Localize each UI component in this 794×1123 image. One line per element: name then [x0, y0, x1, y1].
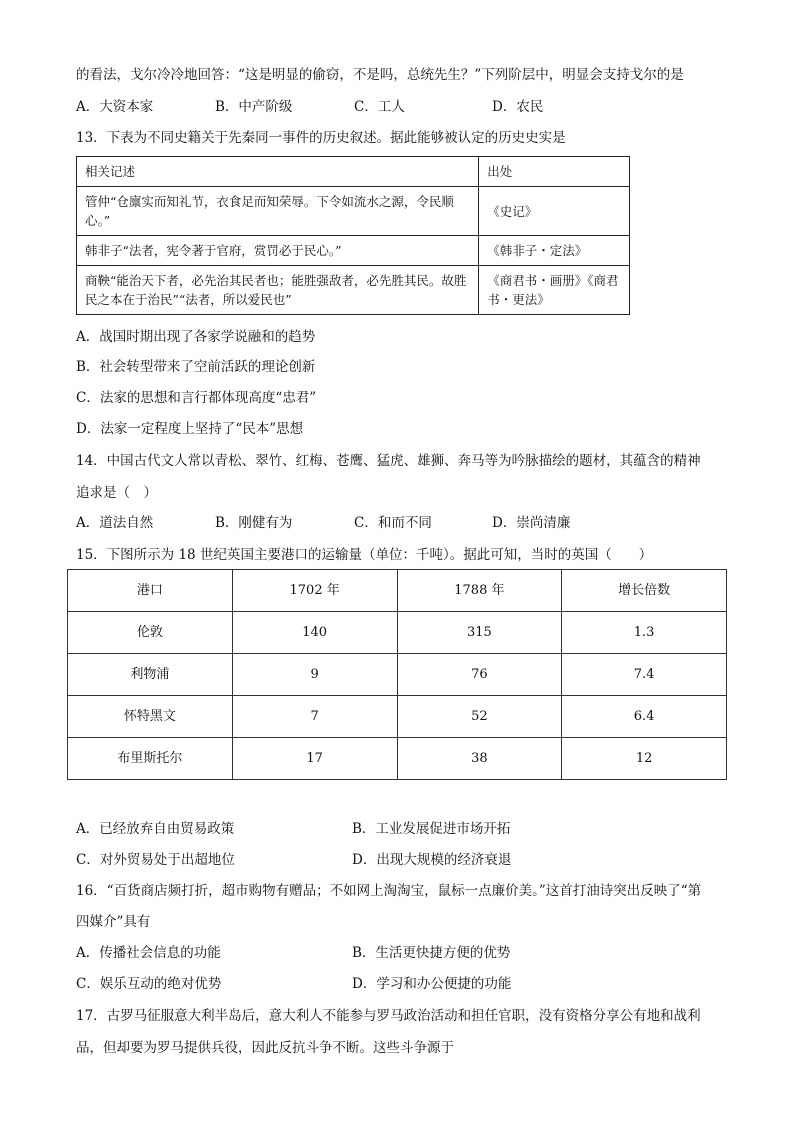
table-cell: 《史记》 — [479, 187, 630, 236]
q13-option-c: C．法家的思想和言行都体现高度“忠君” — [76, 390, 317, 406]
q16-option-d: D．学习和办公便捷的功能 — [352, 976, 512, 992]
table-cell: 140 — [232, 612, 397, 654]
table-cell: 商鞅“能治天下者，必先治其民者也；能胜强敌者，必先胜其民。故胜民之本在于治民”“法者，所以爱民也” — [77, 266, 479, 315]
q13-option-a: A．战国时期出现了各家学说融和的趋势 — [76, 329, 316, 345]
q14-stem-line2: 追求是（ ） — [76, 485, 157, 501]
q15-option-a: A．已经放弃自由贸易政策 — [76, 821, 235, 837]
table-cell: 12 — [562, 738, 727, 780]
q14-option-d: D．崇尚清廉 — [492, 515, 571, 531]
q15-option-d: D．出现大规模的经济衰退 — [352, 852, 512, 868]
q13-table — [76, 156, 630, 315]
q16-option-b: B．生活更快捷方便的优势 — [352, 945, 511, 961]
q17-stem-line1: 17．古罗马征服意大利半岛后，意大利人不能参与罗马政治活动和担任官职，没有资格分享公有地和战利 — [76, 1008, 701, 1024]
table-row — [77, 236, 630, 266]
table-row — [68, 738, 727, 780]
table-cell: 布里斯托尔 — [68, 738, 233, 780]
q15-stem: 15．下图所示为 18 世纪英国主要港口的运输量（单位：千吨）。据此可知，当时的英国（ ） — [76, 547, 653, 563]
table-cell: 伦敦 — [68, 612, 233, 654]
q12-stem-tail: 的看法，戈尔冷冷地回答：“这是明显的偷窃，不是吗，总统先生？”下列阶层中，明显会支持戈尔的是 — [76, 67, 684, 83]
table-cell: 《韩非子・定法》 — [479, 236, 630, 266]
table-row — [77, 266, 630, 315]
q16-option-c: C．娱乐互动的绝对优势 — [76, 976, 222, 992]
table-row — [68, 612, 727, 654]
table-cell: 52 — [397, 696, 562, 738]
table-cell: 利物浦 — [68, 654, 233, 696]
q13-option-d: D．法家一定程度上坚持了“民本”思想 — [76, 421, 304, 437]
q16-option-a: A．传播社会信息的功能 — [76, 945, 221, 961]
table-row — [68, 654, 727, 696]
q14-option-c: C．和而不同 — [354, 515, 432, 531]
q16-stem-line2: 四媒介”具有 — [76, 914, 151, 930]
q14-option-a: A．道法自然 — [76, 515, 154, 531]
q15-port-table — [67, 569, 727, 780]
q14-stem-line1: 14．中国古代文人常以青松、翠竹、红梅、苍鹰、猛虎、雄狮、奔马等为吟脉描绘的题材，其蕴含的精神 — [76, 453, 701, 469]
table-header-cell: 增长倍数 — [562, 570, 727, 612]
table-cell: 38 — [397, 738, 562, 780]
q12-option-c: C．工人 — [354, 99, 405, 115]
table-header-cell: 1788 年 — [397, 570, 562, 612]
table-header-cell: 相关记述 — [77, 157, 479, 187]
table-cell: 9 — [232, 654, 397, 696]
table-header-cell: 港口 — [68, 570, 233, 612]
table-cell: 韩非子“法者，宪令著于官府，赏罚必于民心。” — [77, 236, 479, 266]
table-cell: 17 — [232, 738, 397, 780]
table-cell: 管仲“仓廪实而知礼节，衣食足而知荣辱。下令如流水之源，令民顺心。” — [77, 187, 479, 236]
table-cell: 7 — [232, 696, 397, 738]
q13-stem: 13．下表为不同史籍关于先秦同一事件的历史叙述。据此能够被认定的历史史实是 — [76, 130, 566, 146]
table-cell: 《商君书・画册》《商君书・更法》 — [479, 266, 630, 315]
table-cell: 76 — [397, 654, 562, 696]
table-header-row — [77, 157, 630, 187]
table-cell: 7.4 — [562, 654, 727, 696]
q12-option-a: A．大资本家 — [76, 99, 154, 115]
q17-stem-line2: 品，但却要为罗马提供兵役，因此反抗斗争不断。这些斗争源于 — [76, 1040, 454, 1056]
q16-stem-line1: 16．“百货商店频打折，超市购物有赠品；不如网上淘淘宝，鼠标一点廉价美。”这首打油诗突出反映了“第 — [76, 883, 702, 899]
table-cell: 6.4 — [562, 696, 727, 738]
table-header-row — [68, 570, 727, 612]
table-cell: 315 — [397, 612, 562, 654]
table-cell: 怀特黑文 — [68, 696, 233, 738]
table-header-cell: 出处 — [479, 157, 630, 187]
q13-option-b: B．社会转型带来了空前活跃的理论创新 — [76, 359, 316, 375]
q15-option-c: C．对外贸易处于出超地位 — [76, 852, 235, 868]
table-cell: 1.3 — [562, 612, 727, 654]
table-row — [68, 696, 727, 738]
q15-option-b: B．工业发展促进市场开拓 — [352, 821, 511, 837]
table-header-cell: 1702 年 — [232, 570, 397, 612]
q12-option-b: B．中产阶级 — [215, 99, 293, 115]
table-row — [77, 187, 630, 236]
q14-option-b: B．刚健有为 — [215, 515, 293, 531]
q12-option-d: D．农民 — [492, 99, 544, 115]
